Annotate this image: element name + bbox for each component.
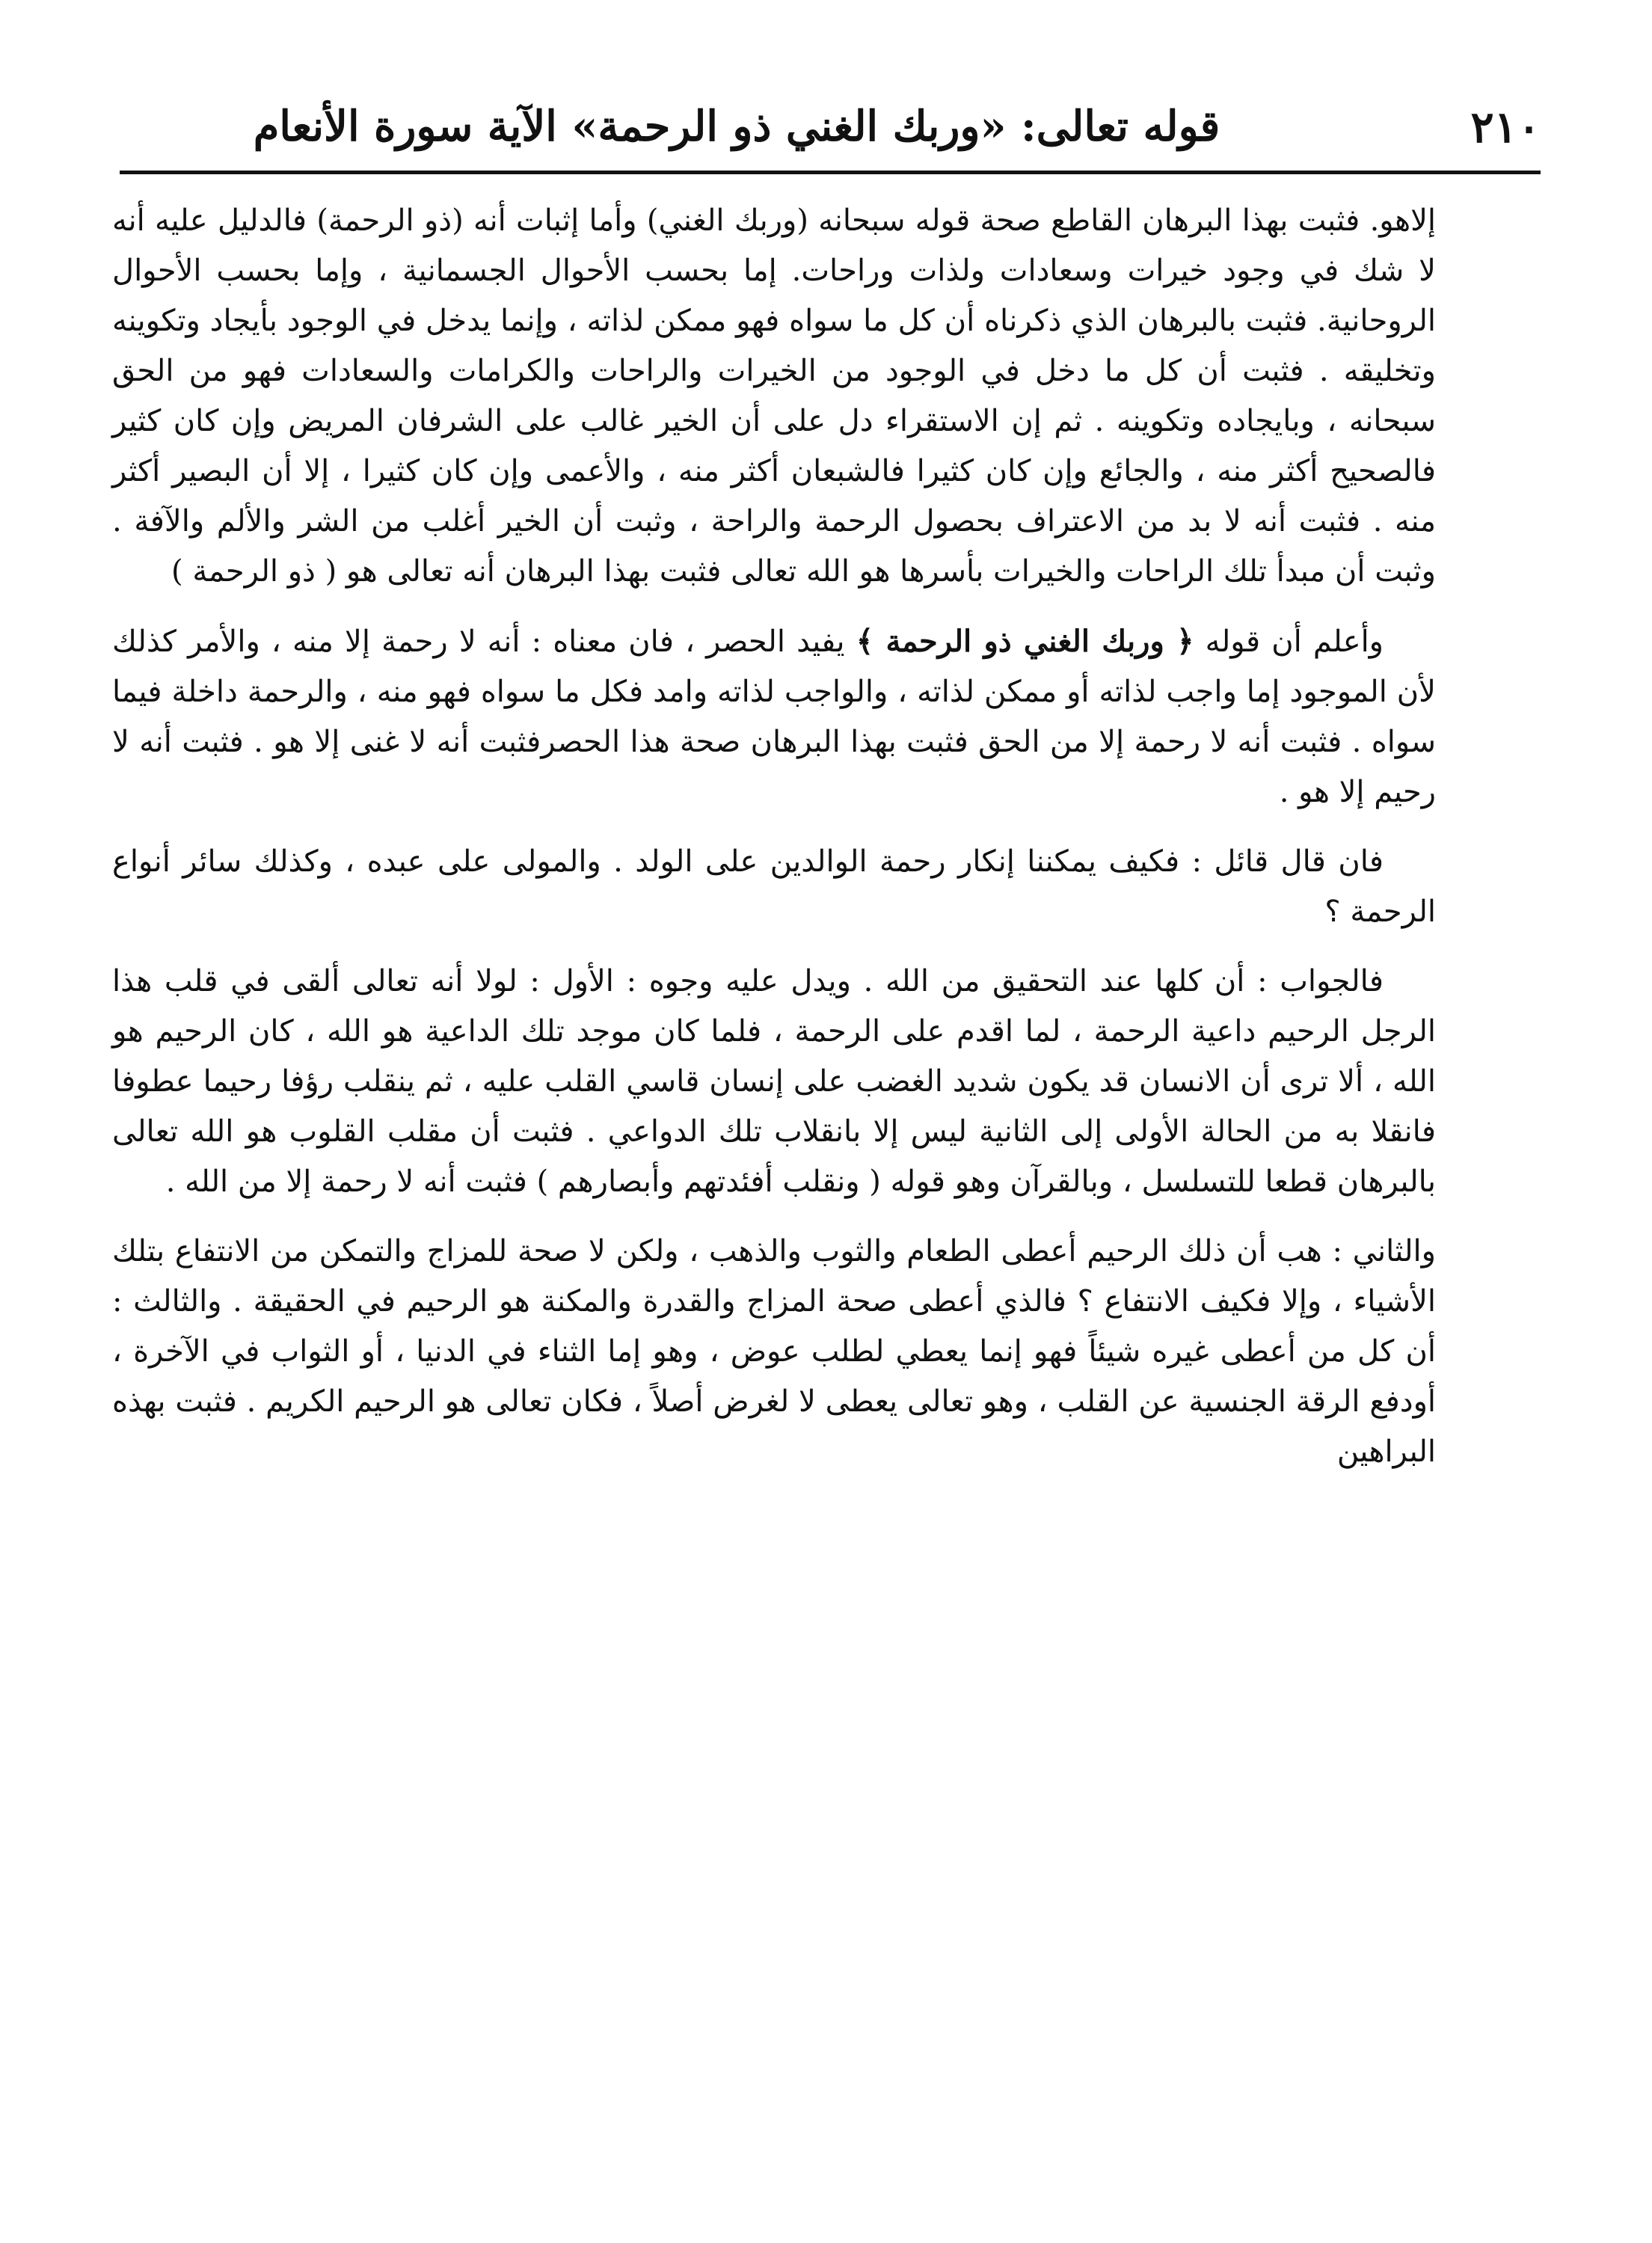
paragraph-2 bbox=[112, 616, 1436, 817]
page-body bbox=[112, 196, 1436, 1497]
paragraph-2-rest: يفيد الحصر ، فان معناه : أنه لا رحمة إلا منه ، والأمر كذلك لأن الموجود إما واجب لذاته أو ممكن لذاته ، والواجب لذاته وامد فكل ما سواه فهو منه ، والرحمة داخلة فيما سواه . فثبت أنه لا رحمة إلا من الحق فثبت بهذا البرهان صحة هذا الحصرفثبت أنه لا غنى إلا هو . فثبت أنه لا رحيم إلا هو . bbox=[112, 625, 1436, 809]
paragraph-5: والثاني : هب أن ذلك الرحيم أعطى الطعام والثوب والذهب ، ولكن لا صحة للمزاج والتمكن من الانتفاع بتلك الأشياء ، وإلا فكيف الانتفاع ؟ فالذي أعطى صحة المزاج والقدرة والمكنة هو الرحيم في الحقيقة . والثالث : أن كل من أعطى غيره شيئاً فهو إنما يعطي لطلب عوض ، وهو إما الثناء في الدنيا ، أو الثواب في الآخرة ، أودفع الرقة الجنسية عن القلب ، وهو تعالى يعطى لا لغرض أصلاً ، فكان تعالى هو الرحيم الكريم . فثبت بهذه البراهين bbox=[112, 1234, 1436, 1469]
page-number: ٢١٠ bbox=[1470, 102, 1541, 153]
paragraph-2-start: وأعلم أن قوله bbox=[1194, 625, 1384, 659]
header-divider bbox=[120, 171, 1541, 174]
running-title: قوله تعالى: «وربك الغني ذو الرحمة» الآية سورة الأنعام bbox=[253, 102, 1220, 151]
paragraph-3: فان قال قائل : فكيف يمكننا إنكار رحمة الوالدين على الولد . والمولى على عبده ، وكذلك سائر أنواع الرحمة ؟ bbox=[112, 844, 1436, 929]
page-header bbox=[120, 88, 1541, 171]
quran-quote: ﴿ وربك الغني ذو الرحمة ﴾ bbox=[856, 624, 1194, 659]
paragraph-4: فالجواب : أن كلها عند التحقيق من الله . ويدل عليه وجوه : الأول : لولا أنه تعالى ألقى في قلب هذا الرجل الرحيم داعية الرحمة ، لما اقدم على الرحمة ، فلما كان موجد تلك الداعية هو الله ، كان الرحيم هو الله ، ألا ترى أن الانسان قد يكون شديد الغضب على إنسان قاسي القلب عليه ، ثم ينقلب رؤفا رحيما عطوفا فانقلا به من الحالة الأولى إلى الثانية ليس إلا بانقلاب تلك الدواعي . فثبت أن مقلب القلوب هو الله تعالى بالبرهان قطعا للتسلسل ، وبالقرآن وهو قوله ( ونقلب أفئدتهم وأبصارهم ) فثبت أنه لا رحمة إلا من الله . bbox=[112, 964, 1436, 1199]
paragraph-1: إلاهو. فثبت بهذا البرهان القاطع صحة قوله سبحانه (وربك الغني) وأما إثبات أنه (ذو الرحمة) فالدليل عليه أنه لا شك في وجود خيرات وسعادات ولذات وراحات. إما بحسب الأحوال الجسمانية ، وإما بحسب الأحوال الروحانية. فثبت بالبرهان الذي ذكرناه أن كل ما سواه فهو ممكن لذاته ، وإنما يدخل في الوجود بأيجاد وتكوينه وتخليقه . فثبت أن كل ما دخل في الوجود من الخيرات والراحات والكرامات والسعادات فهو من الحق سبحانه ، وبايجاده وتكوينه . ثم إن الاستقراء دل على أن الخير غالب على الشرفان المريض وإن كان كثير فالصحيح أكثر منه ، والجائع وإن كان كثيرا فالشبعان أكثر منه ، والأعمى وإن كان كثيرا ، إلا أن البصير أكثر منه . فثبت أنه لا بد من الاعتراف بحصول الرحمة والراحة ، وثبت أن الخير أغلب من الشر والألم والآفة . وثبت أن مبدأ تلك الراحات والخيرات بأسرها هو الله تعالى فثبت بهذا البرهان أنه تعالى هو ( ذو الرحمة ) bbox=[112, 203, 1437, 589]
